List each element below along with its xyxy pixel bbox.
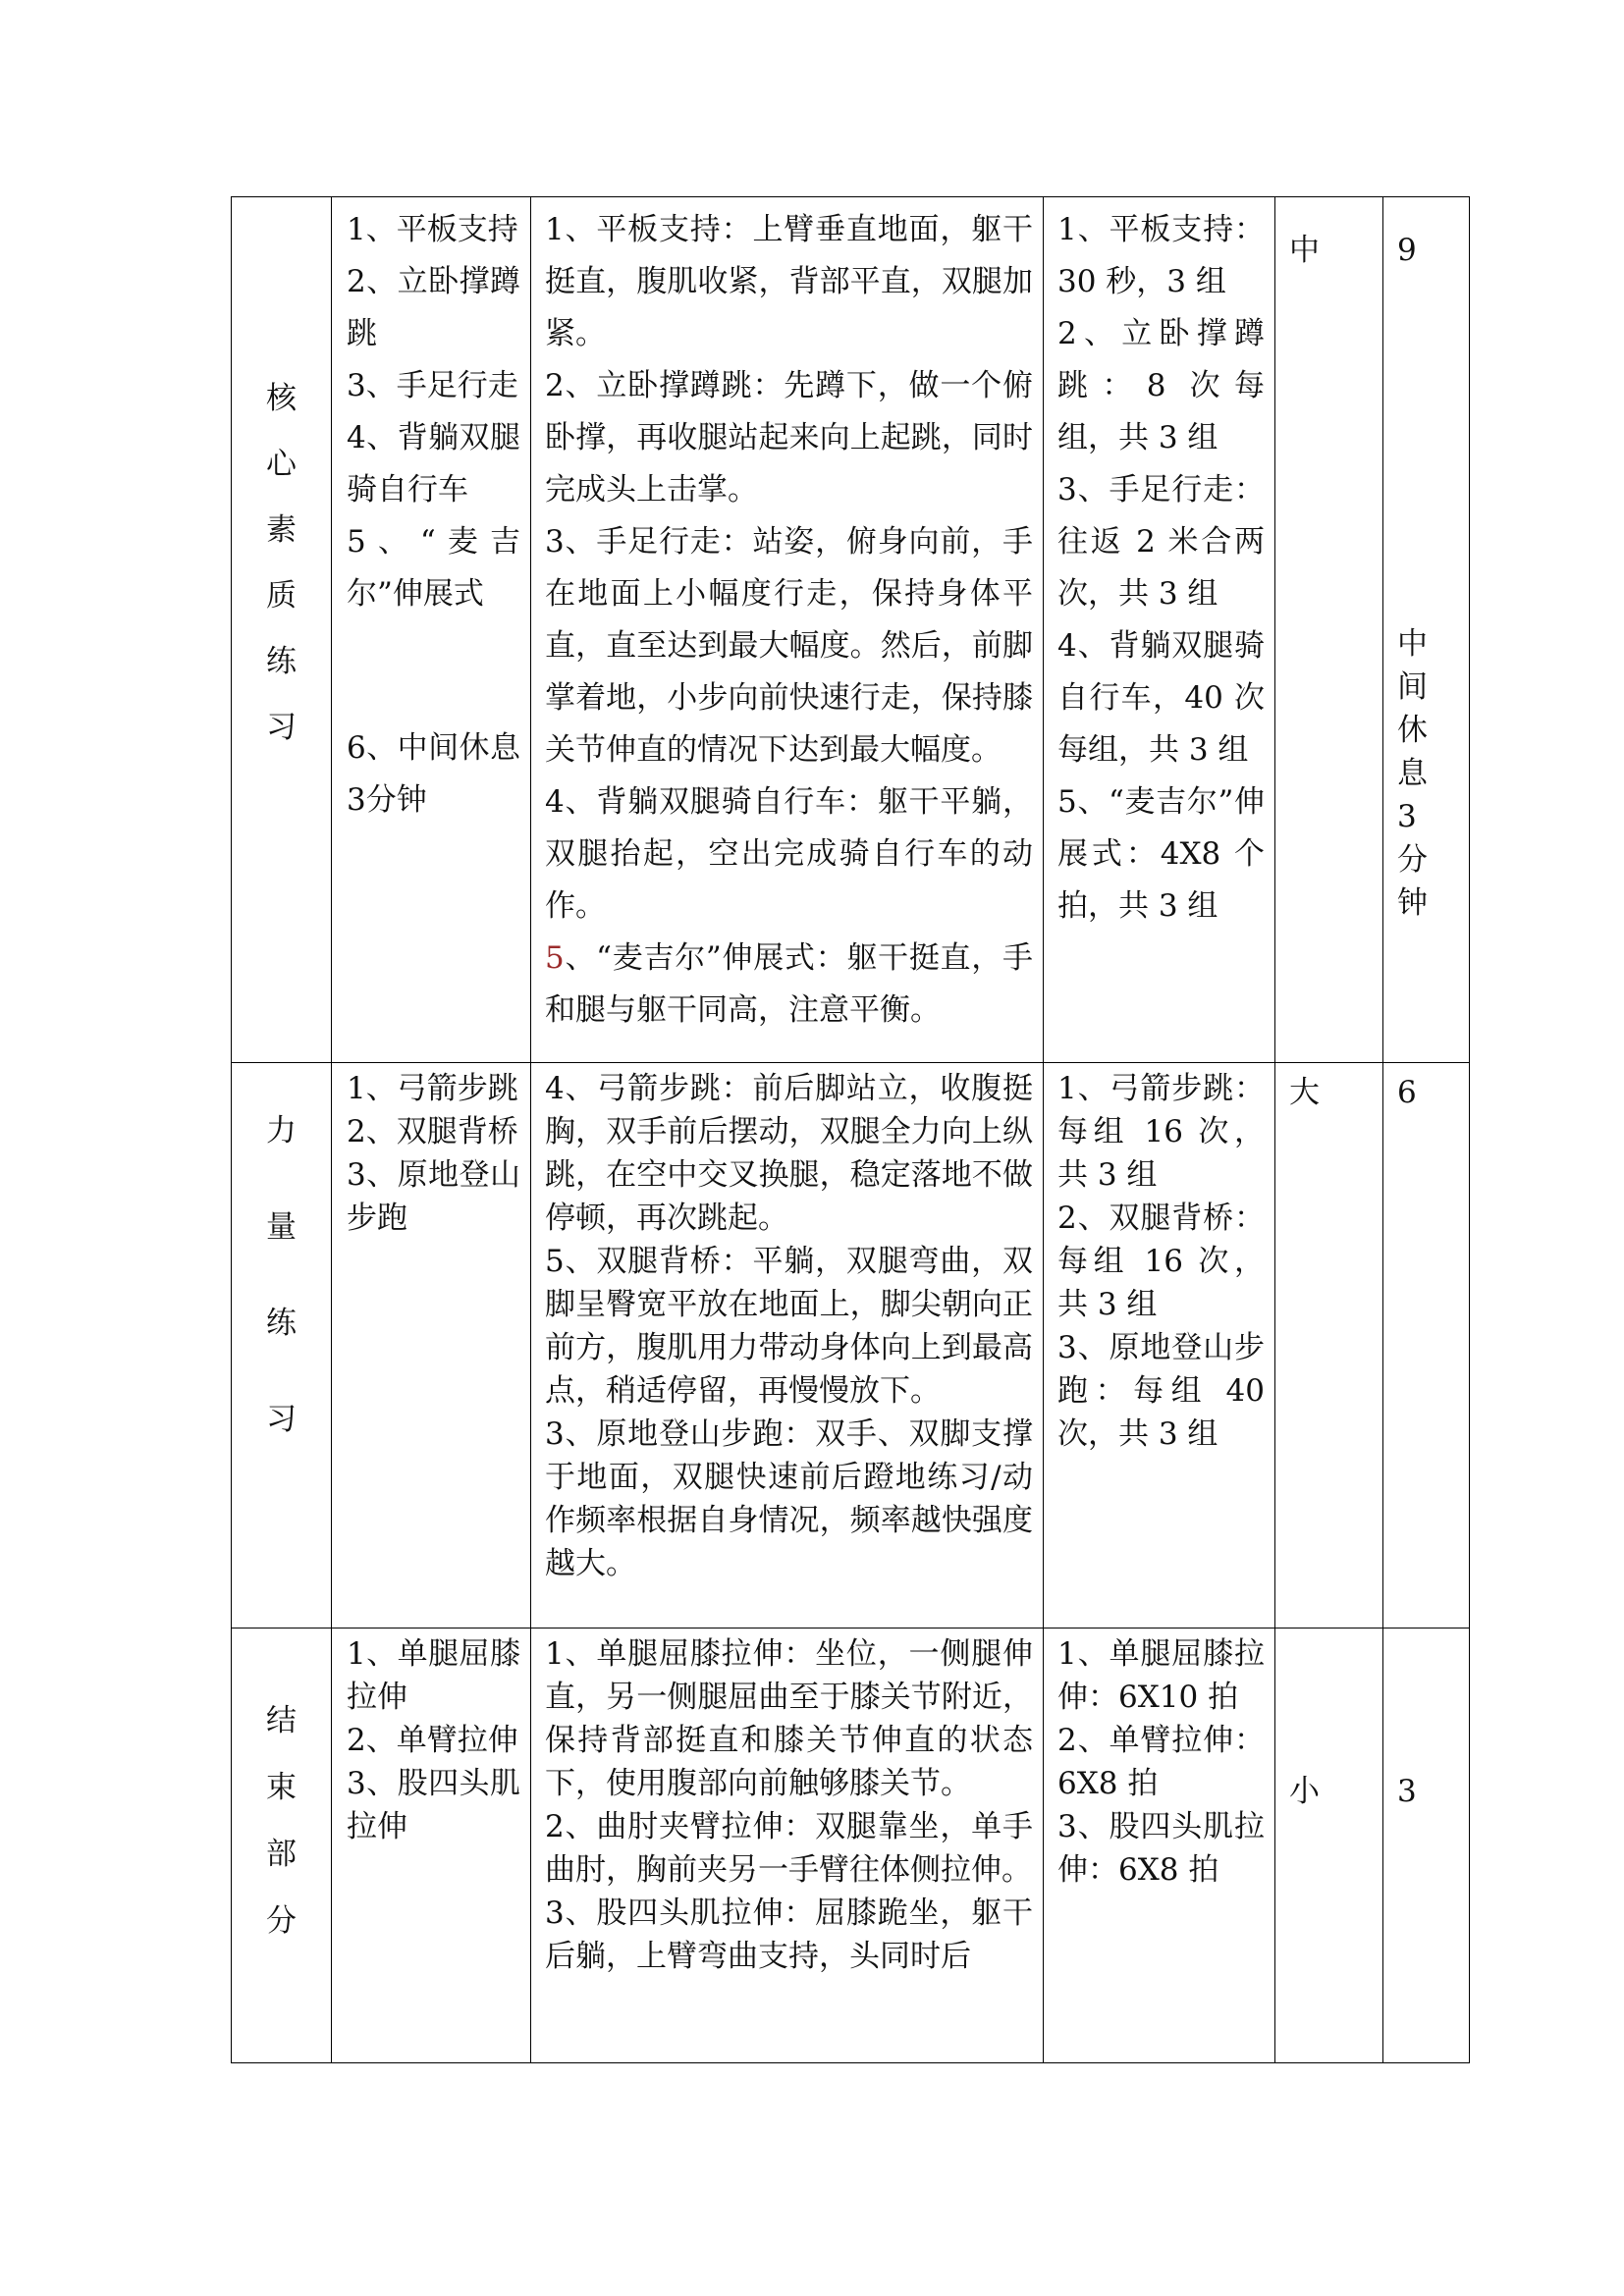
- exercise-item: 5、“麦吉尔”伸展式: [347, 524, 520, 612]
- time-cell: [1383, 1629, 1470, 2063]
- time-cell: [1383, 197, 1470, 1063]
- method-text: 1、单腿屈膝拉伸：坐位，一侧腿伸直，另一侧腿屈曲至于膝关节附近，保持背部挺直和膝关节伸直的状态下，使用腹部向前触够膝关节。: [545, 1636, 1033, 1801]
- category-char: 分: [266, 1903, 297, 1939]
- set-text: 2、立卧撑蹲跳：8 次每组，共 3 组: [1057, 316, 1265, 455]
- intensity-cell: [1275, 1063, 1383, 1629]
- exercise-item: 3、股四头肌拉伸: [347, 1766, 520, 1844]
- category-char: 素: [266, 512, 297, 548]
- table-row-core: [232, 197, 1470, 1063]
- set-text: 3、股四头肌拉伸：6X8 拍: [1057, 1809, 1265, 1888]
- exercise-item: 1、弓箭步跳: [347, 1071, 518, 1106]
- category-char: 结: [266, 1703, 297, 1738]
- method-text: 5、双腿背桥：平躺，双腿弯曲，双脚呈臀宽平放在地面上，脚尖朝向正前方，腹肌用力带动身体向上到最高点，稍适停留，再慢慢放下。: [545, 1244, 1033, 1409]
- table-row-cooldown: [232, 1629, 1470, 2063]
- items-cell: [332, 197, 531, 1063]
- method-number: 5: [545, 940, 565, 976]
- category-char: 习: [266, 710, 297, 745]
- method-body: 、“麦吉尔”伸展式：躯干挺直，手和腿与躯干同高，注意平衡。: [545, 940, 1033, 1028]
- method-text: 4、弓箭步跳：前后脚站立，收腹挺胸，双手前后摆动，双腿全力向上纵跳，在空中交叉换腿，稳定落地不做停顿，再次跳起。: [545, 1071, 1033, 1236]
- rest-note-char: 休: [1397, 713, 1428, 748]
- training-plan-table: [231, 196, 1470, 2063]
- set-text: 3、原地登山步跑：每组 40 次，共 3 组: [1057, 1330, 1265, 1452]
- rest-note-char: 分: [1397, 842, 1428, 878]
- items-cell: [332, 1629, 531, 2063]
- methods-cell: [531, 1063, 1044, 1629]
- method-text: 4、背躺双腿骑自行车：躯干平躺，双腿抬起，空出完成骑自行车的动作。: [545, 784, 1033, 924]
- exercise-item: 2、单臂拉伸: [347, 1723, 518, 1758]
- exercise-item: 2、立卧撑蹲跳: [347, 264, 520, 351]
- category-char: 练: [266, 1306, 297, 1341]
- items-cell: [332, 1063, 531, 1629]
- exercise-item: 3、原地登山步跑: [347, 1157, 520, 1236]
- sets-cell: [1044, 197, 1275, 1063]
- set-text: 1、单腿屈膝拉伸：6X10 拍: [1057, 1636, 1265, 1715]
- category-char: 质: [266, 578, 297, 614]
- category-cell: [232, 1063, 332, 1629]
- category-cell: [232, 1629, 332, 2063]
- exercise-item: 6、中间休息3分钟: [347, 730, 520, 818]
- category-char: 核: [266, 381, 297, 416]
- set-text: 1、平板支持：30 秒，3 组: [1057, 212, 1265, 299]
- exercise-item: 1、平板支持: [347, 212, 518, 247]
- set-text: 4、背躺双腿骑自行车，40 次每组，共 3 组: [1057, 628, 1265, 768]
- sets-cell: [1044, 1629, 1275, 2063]
- intensity-cell: [1275, 1629, 1383, 2063]
- set-text: 5、“麦吉尔”伸展式：4X8 个拍，共 3 组: [1057, 784, 1265, 924]
- sets-cell: [1044, 1063, 1275, 1629]
- intensity-cell: [1275, 197, 1383, 1063]
- intensity-value: 小: [1289, 1774, 1320, 1809]
- intensity-value: 大: [1289, 1075, 1320, 1110]
- table-row-strength: [232, 1063, 1470, 1629]
- method-text: 3、原地登山步跑：双手、双脚支撑于地面，双腿快速前后蹬地练习/动作频率根据自身情况，频率越快强度越大。: [545, 1416, 1033, 1581]
- method-text: 3、手足行走：站姿，俯身向前，手在地面上小幅度行走，保持身体平直，直至达到最大幅度。然后，前脚掌着地，小步向前快速行走，保持膝关节伸直的情况下达到最大幅度。: [545, 524, 1033, 768]
- methods-cell: [531, 197, 1044, 1063]
- exercise-item: 2、双腿背桥: [347, 1114, 518, 1149]
- method-text: 3、股四头肌拉伸：屈膝跪坐，躯干后躺，上臂弯曲支持，头同时后: [545, 1896, 1033, 1974]
- category-char: 量: [266, 1209, 297, 1245]
- set-text: 2、单臂拉伸：6X8 拍: [1057, 1723, 1265, 1801]
- rest-note-char: 间: [1397, 669, 1428, 705]
- category-char: 心: [266, 447, 297, 482]
- set-text: 1、弓箭步跳：每组 16 次，共 3 组: [1057, 1071, 1265, 1193]
- category-char: 习: [266, 1402, 297, 1437]
- time-cell: [1383, 1063, 1470, 1629]
- methods-cell: [531, 1629, 1044, 2063]
- category-char: 束: [266, 1770, 297, 1805]
- time-value: 6: [1397, 1075, 1417, 1110]
- intensity-value: 中: [1289, 233, 1320, 268]
- category-char: 部: [266, 1837, 297, 1872]
- rest-note-char: 中: [1397, 626, 1428, 662]
- method-text: 2、曲肘夹臂拉伸：双腿靠坐，单手曲肘，胸前夹另一手臂往体侧拉伸。: [545, 1809, 1033, 1888]
- category-cell: [232, 197, 332, 1063]
- exercise-item: 1、单腿屈膝拉伸: [347, 1636, 520, 1715]
- rest-note-char: 息: [1397, 756, 1428, 791]
- method-text: 1、平板支持：上臂垂直地面，躯干挺直，腹肌收紧，背部平直，双腿加紧。: [545, 212, 1033, 351]
- set-text: 2、双腿背桥：每组 16 次，共 3 组: [1057, 1201, 1265, 1322]
- rest-note-char: 钟: [1397, 885, 1428, 921]
- category-char: 力: [266, 1113, 297, 1148]
- exercise-item: 3、手足行走: [347, 368, 518, 403]
- set-text: 3、手足行走：往返 2 米合两次，共 3 组: [1057, 472, 1265, 612]
- rest-note-char: 3: [1397, 799, 1417, 834]
- category-char: 练: [266, 644, 297, 679]
- method-text-last: [545, 933, 1033, 1037]
- method-text: 2、立卧撑蹲跳：先蹲下，做一个俯卧撑，再收腿站起来向上起跳，同时完成头上击掌。: [545, 368, 1033, 507]
- exercise-item: 4、背躺双腿骑自行车: [347, 420, 520, 507]
- time-value: 9: [1397, 233, 1417, 268]
- time-value: 3: [1397, 1774, 1417, 1809]
